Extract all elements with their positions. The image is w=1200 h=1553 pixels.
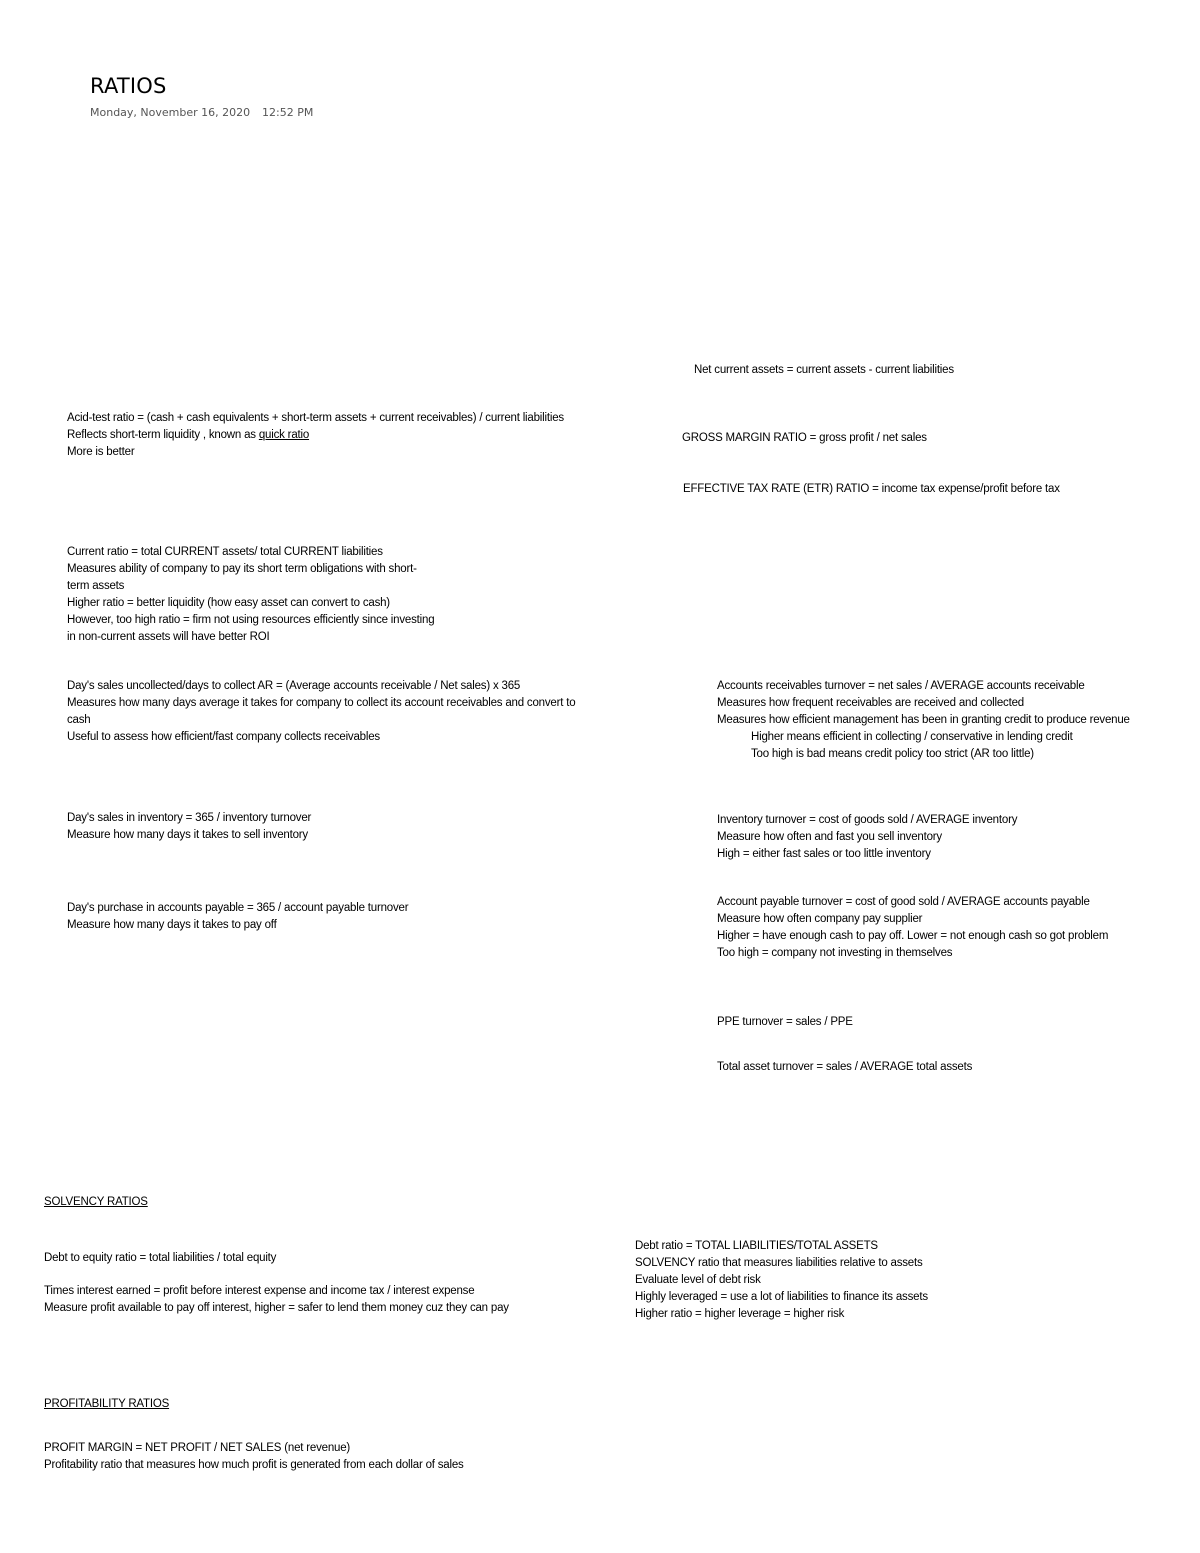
note-line: Day's sales in inventory = 365 / inventory turnover [67,812,312,824]
note-line: Measure how often company pay supplier [717,913,923,925]
note-line: Measure how often and fast you sell inventory [717,831,942,843]
section-heading: SOLVENCY RATIOS [44,1196,148,1208]
note-line: Measure how many days it takes to sell inventory [67,829,308,841]
note-line: Measure profit available to pay off interest, higher = safer to lend them money cuz they can pay [44,1302,509,1314]
note-line: Higher ratio = better liquidity (how easy asset can convert to cash) [67,597,390,609]
note-debt-ratio [635,1238,928,1323]
page-date: Monday, November 16, 2020 [90,106,251,119]
note-net-current-assets [694,362,954,379]
solvency-heading [44,1194,148,1211]
note-line: Too high = company not investing in themselves [717,947,953,959]
note-gross-margin [682,430,927,447]
note-total-asset-turnover [717,1059,972,1076]
note-line: Day's sales uncollected/days to collect AR = (Average accounts receivable / Net sales) x 365 [67,680,521,692]
profitability-heading [44,1396,169,1413]
note-line: However, too high ratio = firm not using resources efficiently since investing [67,614,435,626]
note-current-ratio [67,544,434,646]
note-line: SOLVENCY ratio that measures liabilities relative to assets [635,1257,923,1269]
note-line: Useful to assess how efficient/fast company collects receivables [67,731,380,743]
note-line: Higher ratio = higher leverage = higher risk [635,1308,845,1320]
note-line: Debt ratio = TOTAL LIABILITIES/TOTAL ASSETS [635,1240,878,1252]
page-title: RATIOS [90,74,167,98]
note-line: Measure how many days it takes to pay off [67,919,277,931]
note-line: Measures how many days average it takes for company to collect its account receivables and convert to [67,697,576,709]
note-line: Too high is bad means credit policy too strict (AR too little) [751,748,1034,760]
note-line: Times interest earned = profit before interest expense and income tax / interest expense [44,1285,475,1297]
note-line: Total asset turnover = sales / AVERAGE total assets [717,1061,973,1073]
note-line: Profitability ratio that measures how much profit is generated from each dollar of sales [44,1459,464,1471]
note-line: More is better [67,446,135,458]
section-heading: PROFITABILITY RATIOS [44,1398,170,1410]
note-line: cash [67,714,91,726]
note-days-purchase-ap [67,900,408,934]
note-line: Debt to equity ratio = total liabilities / total equity [44,1252,277,1264]
note-debt-to-equity [44,1250,276,1267]
note-line: term assets [67,580,125,592]
note-line: Measures how efficient management has been in granting credit to produce revenue [717,714,1130,726]
note-line: PROFIT MARGIN = NET PROFIT / NET SALES (net revenue) [44,1442,351,1454]
note-line: Higher means efficient in collecting / conservative in lending credit [751,731,1073,743]
note-days-sales-inventory [67,810,311,844]
note-line: Measures how frequent receivables are received and collected [717,697,1024,709]
note-profit-margin [44,1440,464,1474]
note-line: Net current assets = current assets - current liabilities [694,364,954,376]
note-acid-test-ratio [67,410,564,461]
quick-ratio-term: quick ratio [258,429,310,441]
note-times-interest-earned [44,1283,509,1317]
note-line: Evaluate level of debt risk [635,1274,761,1286]
page-time: 12:52 PM [262,106,314,119]
note-line: Account payable turnover = cost of good sold / AVERAGE accounts payable [717,896,1090,908]
note-line: GROSS MARGIN RATIO = gross profit / net sales [682,432,927,444]
note-ar-turnover [717,678,1130,763]
note-line: in non-current assets will have better ROI [67,631,270,643]
note-ppe-turnover [717,1014,853,1031]
note-ap-turnover [717,894,1108,962]
note-line [67,427,564,444]
note-line: Highly leveraged = use a lot of liabilities to finance its assets [635,1291,928,1303]
note-inventory-turnover [717,812,1017,863]
note-line: Higher = have enough cash to pay off. Lower = not enough cash so got problem [717,930,1109,942]
note-line: Day's purchase in accounts payable = 365 / account payable turnover [67,902,409,914]
note-line: Accounts receivables turnover = net sales / AVERAGE accounts receivable [717,680,1085,692]
note-line: Current ratio = total CURRENT assets/ total CURRENT liabilities [67,546,383,558]
note-text: Reflects short-term liquidity , known as [67,429,259,441]
note-line: Measures ability of company to pay its short term obligations with short- [67,563,417,575]
note-line: High = either fast sales or too little inventory [717,848,931,860]
note-line: Acid-test ratio = (cash + cash equivalents + short-term assets + current receivables) / current liabilities [67,412,564,424]
note-line: EFFECTIVE TAX RATE (ETR) RATIO = income tax expense/profit before tax [683,483,1060,495]
note-line: Inventory turnover = cost of goods sold / AVERAGE inventory [717,814,1018,826]
note-line: PPE turnover = sales / PPE [717,1016,853,1028]
note-effective-tax-rate [683,481,1060,498]
note-days-sales-uncollected [67,678,575,746]
